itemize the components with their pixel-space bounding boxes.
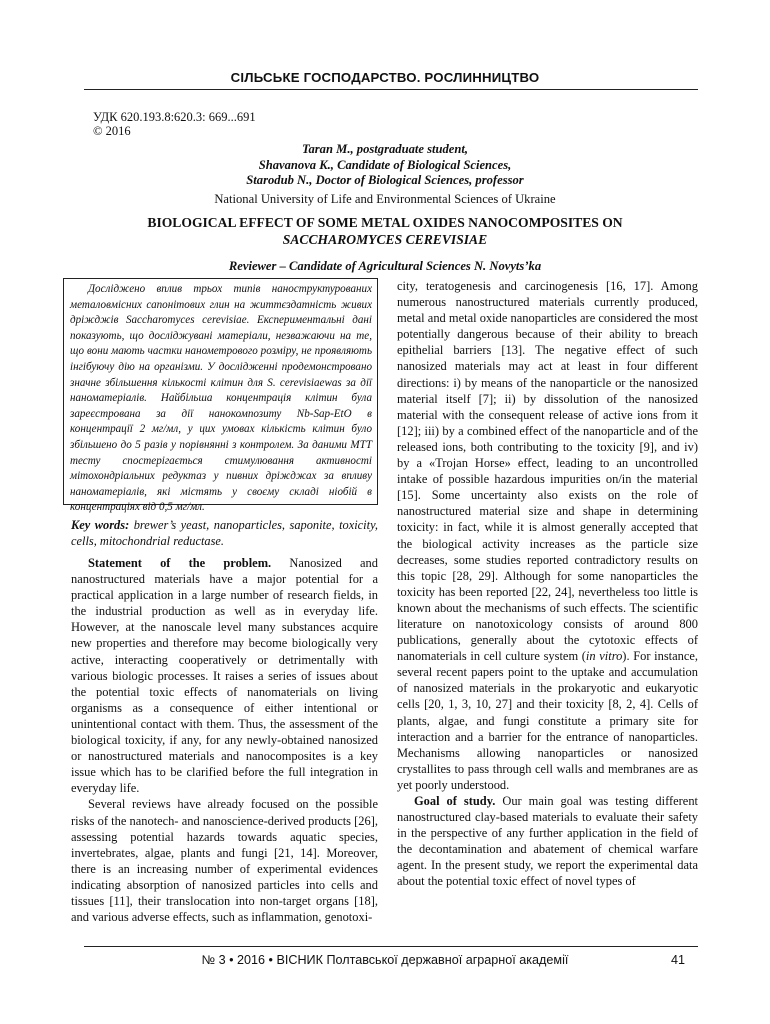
reviews-paragraph: Several reviews have already focused on the possible risks of the nanotech- and nanoscience-derived products [26], assessing potential hazards towards aquatic species, invertebrates, algae, plants and fungi [21, 14]. Moreover, there is an increasing number of experimental evidences indicating absorption of nanosized particles into cells and tissues [11], their translocation into non-target organs [18], and various adverse effects, such as inflammation, genotoxi-: [71, 797, 378, 925]
udc-code: УДК 620.193.8:620.3: 669...691: [93, 110, 256, 124]
affiliation: National University of Life and Environmental Sciences of Ukraine: [214, 192, 556, 206]
author-line: Taran M., postgraduate student,: [301, 142, 469, 156]
abstract-text: Досліджено вплив трьох типів наноструктурованих металовмісних сапонітових глин на життєздатність живих дріжджів Saccharomyces cerevisiae. Експериментальні дані показують, що досліджувані матеріали, незважаючи на те, що вони мають частки нанометрового розміру, не проявляють інгібуючу дію на організми. У дослідженні продемонстровано значне збільшення кількості клітин для S. cerevisiaewas за дії наноматеріалів. Найбільша концентрація клітин була зареєстрована за дії нанокомпозиту Nb-Sap-EtO в концентрації 2 мг/мл, у цих умовах кількість клітин було збільшено до 5 разів у порівнянні з контролем. За даними МТТ тесту спостерігається стимулювання активності мітохондріальних редуктаз у пивних дріжджах за впливу наноматеріалів, які містять у своєму складі ніобій в концентраціях від 0,5 мг/мл.: [70, 283, 372, 514]
goal-text: Our main goal was testing different nanostructured clay-based materials to evaluate their safety in the perspective of any further application in the field of the decontamination and abatement of chemical warfare agent. In the present study, we report the experimental data about the potential toxic effect of novel types of: [397, 794, 698, 889]
author-list: [0, 142, 770, 189]
problem-paragraph: [71, 555, 378, 796]
problem-heading: Statement of the problem.: [88, 556, 272, 570]
title-line-2: SACCHAROMYCES CEREVISIAE: [282, 231, 488, 247]
author-line: Shavanova K., Candidate of Biological Sciences,: [258, 157, 512, 172]
goal-paragraph: [397, 793, 698, 890]
reviewer-line: Reviewer – Candidate of Agricultural Sciences N. Novyts’ka: [228, 259, 542, 273]
author-line: Starodub N., Doctor of Biological Sciences, professor: [246, 173, 524, 187]
continuation-text-1: city, teratogenesis and carcinogenesis [16, 17]. Among numerous nanostructured materials currently produced, metal and metal oxide nanoparticles are considered the most potentially dangerous because of their ability to breach epithelial barriers [13]. The negative effect of such nanosized materials may act at least in four different directions: i) by means of the nanoparticle or the nanosized material itself [7]; ii) by dissolution of the nanosized material with the consequent release of active ions from it [12]; iii) by a combined effect of the nanoparticle and of the released ions, both contributing to the toxicity [9], and iv) by a «Trojan Horse» effect, leading to an uncontrolled intake of possible hazardous impurities on/in the material [15]. Some uncertainty also exists on the role of nanostructured material size and shape in determining toxicity: in fact, while it is almost generally accepted that the biological activity increases as the particle size decreases, some studies reported contradictory results on this topic [28, 29]. Although for some nanoparticles the toxicity has been reported [22, 24], nevertheless too little is known about the mechanisms of such effects. The scientific literature on nanotoxicology consists of around 800 publications, generally about the cytotoxic effects of nanomaterials in cell culture system (: [397, 279, 698, 664]
page-number: 41: [671, 953, 686, 967]
keywords: [71, 517, 378, 549]
abstract-box: [63, 278, 378, 514]
keywords-label: Key words:: [71, 518, 130, 532]
journal-footer: № 3 • 2016 • ВІСНИК Полтавської державної аграрної академії: [201, 953, 569, 967]
left-column: [71, 555, 378, 925]
keywords-text: brewer’s yeast, nanoparticles, saponite, toxicity, cells, mitochondrial reductase.: [71, 518, 378, 548]
footer-rule: [84, 946, 698, 947]
paper-title: [0, 215, 770, 248]
section-header: СІЛЬСЬКЕ ГОСПОДАРСТВО. РОСЛИННИЦТВО: [230, 70, 540, 85]
in-vitro-term: in vitro: [585, 649, 623, 664]
copyright: © 2016: [93, 124, 131, 138]
goal-heading: Goal of study.: [414, 794, 496, 808]
right-column: [397, 278, 698, 890]
continuation-paragraph: [397, 278, 698, 793]
header-rule: [84, 89, 698, 90]
title-line-1: BIOLOGICAL EFFECT OF SOME METAL OXIDES NANOCOMPOSITES ON: [147, 215, 623, 230]
problem-text: Nanosized and nanostructured materials have a major potential for a practical application in a large number of research fields, in the industrial production as well as in everyday life. However, at the nanoscale level many substances acquire new properties and therefore may become biologically very active, interacting cooperatively or detrimentally with various biologic processes. It raises a series of issues about the potential toxic effects of nanomaterials on living organisms as a consequence of either intentional or unintentional contact with them. Thus, the assessment of the biological toxicity, if any, for any newly-obtained nanosized or nanostructured materials and nanocomposites is a key issue which has to be clarified before the full integration in everyday life.: [71, 556, 378, 796]
continuation-text-2: ). For instance, several recent papers point to the uptake and accumulation of nanosized materials in the prokaryotic and eukaryotic cells [20, 1, 3, 10, 27] and their toxicity [8, 2, 4]. Cells of plants, algae, and fungi constitute a primary site for interaction and a barrier for the entrance of nanoparticles. Mechanisms allowing nanoparticles or nanosized crystallites to pass through cell walls and membranes are as yet poorly understood.: [397, 649, 699, 792]
